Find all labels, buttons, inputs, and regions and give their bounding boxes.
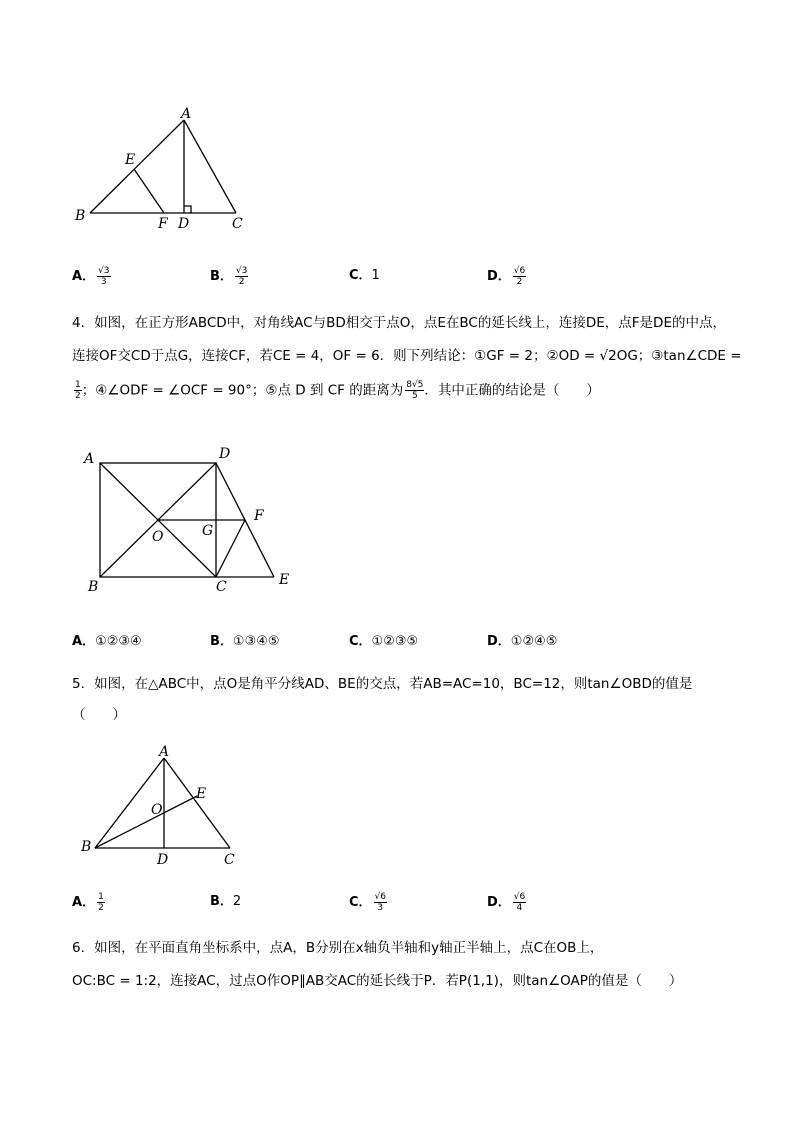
q5-option-c: C． $\frac{√6}{3}$ <box>349 892 387 913</box>
q6-stem-line2: OC:BC = 1:2，连接AC，过点O作OP∥AB交AC的延长线于P．若P(1,1)，则tan∠OAP的值是（ ） <box>72 973 683 989</box>
q4-stem-line1: 4．如图，在正方形ABCD中，对角线AC与BD相交于点O，点E在BC的延长线上，连接DE，点F是DE的中点， <box>72 315 726 331</box>
q4-option-b: B．①③④⑤ <box>210 634 280 649</box>
fig3-label-D: D <box>157 852 169 868</box>
fig1-label-D: D <box>178 216 190 232</box>
q3-option-b: B． $\frac{√3}{2}$ <box>210 266 248 287</box>
fig1-label-B: B <box>75 208 86 224</box>
q5-option-d: D． $\frac{√6}{4}$ <box>487 892 526 913</box>
fig3-label-O: O <box>151 802 163 818</box>
q4-stem-line2: 连接OF交CD于点G，连接CF，若CE = 4，OF = 6．则下列结论：①GF = 2；②OD = √2OG；③tan∠CDE = <box>72 348 742 364</box>
q3-option-a: A． $\frac{√3}{3}$ <box>72 266 110 287</box>
fig3-label-A: A <box>159 744 170 760</box>
fig2-label-G: G <box>202 523 214 539</box>
figure-q5-triangle <box>75 740 250 870</box>
fig2-label-O: O <box>152 529 164 545</box>
fig3-label-C: C <box>224 852 235 868</box>
q4-option-c: C．①②③⑤ <box>349 634 419 649</box>
fig1-label-C: C <box>232 216 243 232</box>
fig3-label-B: B <box>81 839 92 855</box>
q3-option-c: C．1 <box>349 268 380 283</box>
fig2-label-E: E <box>279 572 290 588</box>
figure-q3-triangle <box>70 100 270 240</box>
q3-option-d: D． $\frac{√6}{2}$ <box>487 266 526 287</box>
q5-option-a: A． $\frac{1}{2}$ <box>72 892 104 913</box>
q6-stem-line1: 6．如图，在平面直角坐标系中，点A，B分别在x轴负半轴和y轴正半轴上，点C在OB上， <box>72 940 604 956</box>
q4-stem-line3: $\frac{1}{2}$ ；④∠ODF = ∠OCF = 90°；⑤点 D 到 CF 的距离为 $\frac{8√5}{5}$ ．其中正确的结论是（ ） <box>75 380 600 401</box>
q4-option-a: A．①②③④ <box>72 634 142 649</box>
fig2-label-D: D <box>219 446 231 462</box>
q5-stem-line1: 5．如图，在△ABC中，点O是角平分线AD、BE的交点，若AB=AC=10，BC=12，则tan∠OBD的值是 <box>72 676 693 692</box>
q5-stem-line2: （ ） <box>72 707 126 723</box>
fig2-label-F: F <box>254 508 264 524</box>
fig1-label-F: F <box>158 216 168 232</box>
figure-q4-square <box>80 445 300 600</box>
fig2-label-A: A <box>84 451 95 467</box>
fig2-label-B: B <box>88 579 99 595</box>
q5-option-b: B．2 <box>210 894 242 909</box>
q4-option-d: D．①②④⑤ <box>487 634 558 649</box>
fig2-label-C: C <box>216 579 227 595</box>
fig1-label-E: E <box>125 152 136 168</box>
fig1-label-A: A <box>181 106 192 122</box>
fig3-label-E: E <box>196 786 207 802</box>
